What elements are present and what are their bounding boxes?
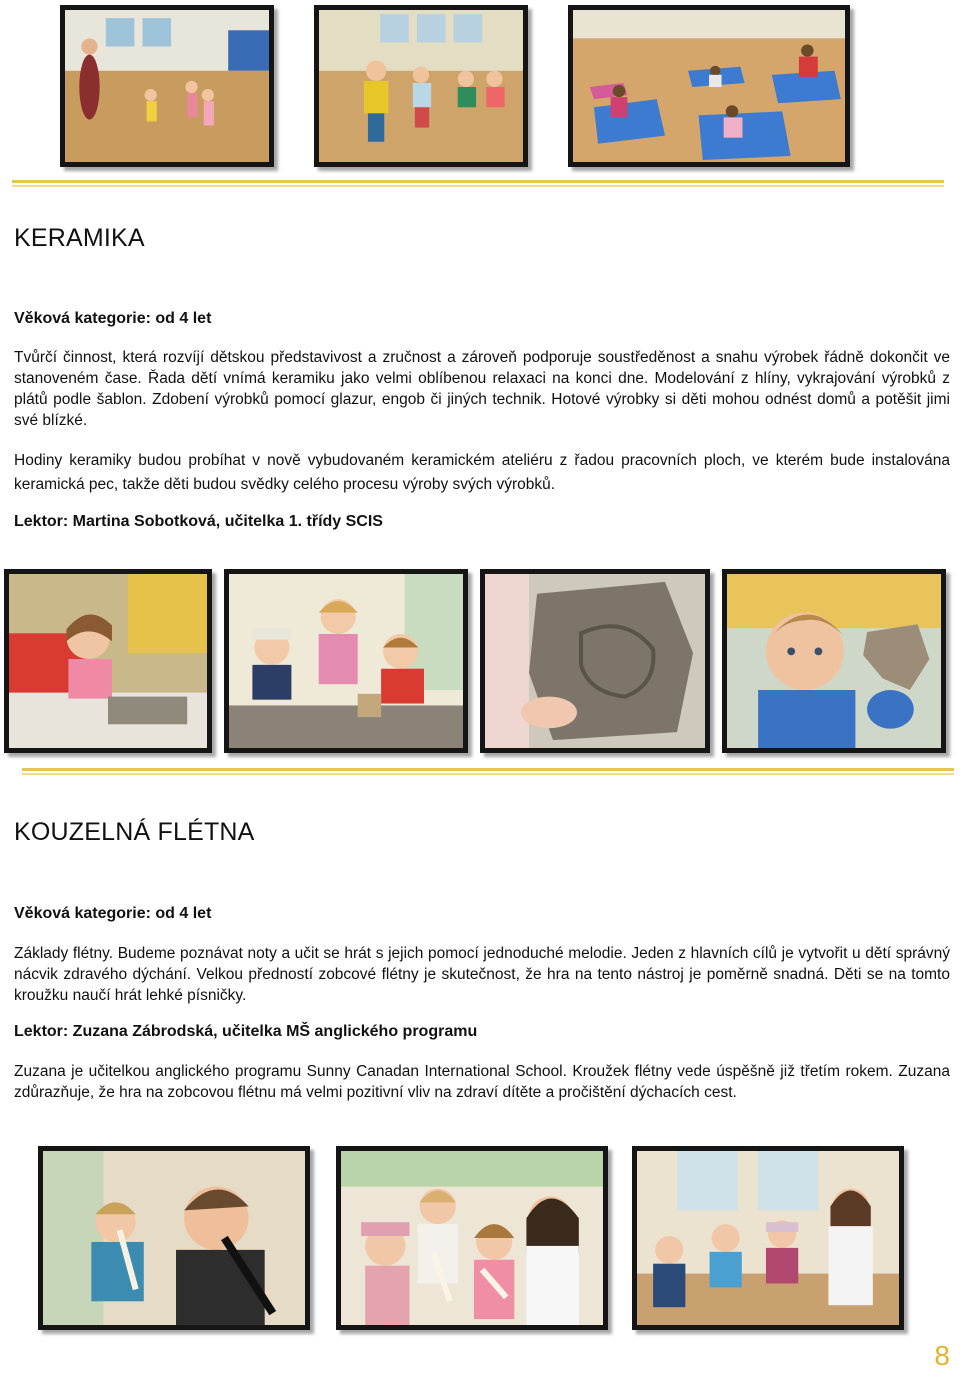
section-title-flute: KOUZELNÁ FLÉTNA bbox=[14, 818, 255, 846]
flute-description: Základy flétny. Budeme poznávat noty a učit se hrát s jejich pomocí jednoduché melodie. Jeden z hlavních cílů je vytvořit u dětí správný nácvik zdravého dýchání. Velkou předností zobcové flétny je skutečnost, že hra na tento nástroj je poměrně snadná. Děti se na tomto kroužku naučí hrát lehké písničky. bbox=[14, 945, 950, 1004]
photo-ceramics-table bbox=[224, 569, 468, 753]
flute-lektor-info: Zuzana je učitelkou anglického programu Sunny Canadan International School. Kroužek flétny vede úspěšně již třetím rokem. Zuzana zdůrazňuje, že hra na zobcovou flétnu má velmi pozitivní vliv na zdraví dítěte a pročištění dýchacích cest. bbox=[14, 1063, 950, 1101]
photo-dance-class bbox=[60, 5, 274, 167]
keramika-description: Tvůrčí činnost, která rozvíjí dětskou představivost a zručnost a zároveň podporuje soustředěnost a snahu výrobek řádně dokončit ve stanoveném čase. Řada dětí vnímá keramiku jako velmi oblíbenou relaxaci na konci dne. Modelování z hlíny, vykrajování výrobků z plátů podle šablon. Zdobení výrobků pomocí glazur, engob či jiných technik. Hotové výrobky si děti mohou odnést domů a potěšit jimi své blízké. bbox=[14, 349, 950, 429]
photo-flute-boy bbox=[38, 1146, 310, 1330]
page-number: 8 bbox=[934, 1340, 950, 1371]
photo-flute-classroom bbox=[632, 1146, 904, 1330]
photo-flute-group bbox=[336, 1146, 608, 1330]
section-title-keramika: KERAMIKA bbox=[14, 224, 145, 252]
age-category-flute: Věková kategorie: od 4 let bbox=[14, 905, 212, 922]
age-category-keramika: Věková kategorie: od 4 let bbox=[14, 310, 212, 327]
photo-ceramics-clay-plate bbox=[480, 569, 710, 753]
keramika-studio-info: Hodiny keramiky budou probíhat v nově vybudovaném keramickém ateliéru z řadou pracovních ploch, ve kterém bude instalována keramická pec, takže děti budou svědky celého procesu výroby svých výrobků. bbox=[14, 452, 950, 493]
section-divider bbox=[22, 768, 954, 775]
photo-ceramics-boy bbox=[722, 569, 946, 753]
photo-ceramics-girl bbox=[4, 569, 212, 753]
photo-dance-children bbox=[314, 5, 528, 167]
photo-yoga-mats bbox=[568, 5, 850, 167]
lektor-flute: Lektor: Zuzana Zábrodská, učitelka MŠ anglického programu bbox=[14, 1023, 478, 1040]
lektor-keramika: Lektor: Martina Sobotková, učitelka 1. třídy SCIS bbox=[14, 513, 383, 530]
section-divider bbox=[12, 180, 944, 187]
